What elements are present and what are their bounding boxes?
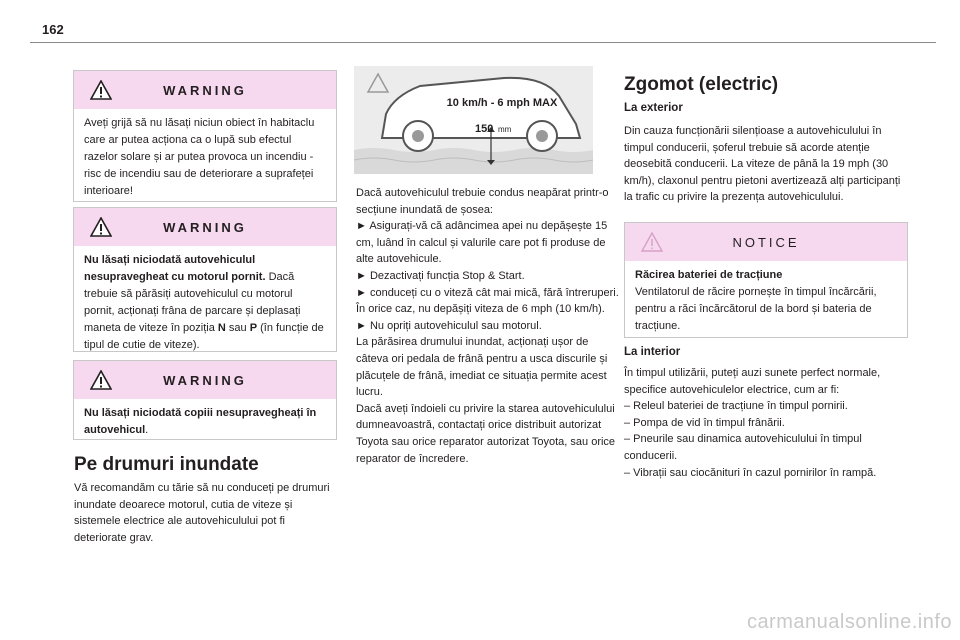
heading-interior: La interior — [624, 346, 681, 358]
warning-title: WARNING — [163, 219, 247, 235]
watermark: carmanualsonline.info — [746, 611, 952, 633]
warning-bold-text: Nu lăsați niciodată copiii nesupravegheați în autovehicul — [84, 407, 317, 436]
page-number: 162 — [42, 22, 64, 37]
notice-box — [624, 222, 908, 338]
section-text-flooded: Vă recomandăm cu tărie să nu conduceți pe drumuri inundate deoarece motorul, cutia de viteze și sistemele electrice ale autovehiculului pot fi deteriorate grav. — [74, 482, 330, 544]
flood-after-text: La părăsirea drumului inundat, acționați ușor de câteva ori pedala de frână pentru a usca discurile și plăcuțele de frână, imediat ce situația permite acest lucru. — [356, 336, 608, 399]
warning-header — [74, 208, 336, 246]
flood-bullet: ► Asigurați-vă că adâncimea apei nu depășește 15 cm, luând în calcul și valurile care pot fi produse de alte autovehicule. — [356, 218, 620, 268]
gear-p: P — [249, 322, 258, 334]
flood-intro: Dacă autovehiculul trebuie condus neapărat printr-o secțiune inundată de șosea: — [356, 187, 609, 216]
interior-item: – Pompa de vid în timpul frânării. — [624, 416, 785, 429]
warning-text — [74, 246, 336, 364]
section-title-flooded: Pe drumuri inundate — [74, 454, 259, 475]
warning-triangle-icon — [90, 217, 112, 237]
warning-box-engine — [73, 207, 337, 352]
notice-header — [625, 223, 907, 261]
flood-bullet: ► conduceți cu o viteză cât mai mică, fără întreruperi. În orice caz, nu depășiți viteza de 6 mph (10 km/h). — [356, 285, 620, 318]
notice-body — [625, 261, 907, 345]
interior-item: – Vibrații sau ciocănituri în cazul pornirilor în rampă. — [624, 466, 877, 479]
flood-illustration — [354, 66, 593, 174]
flood-instructions — [356, 185, 620, 467]
speed-label: 10 km/h - 6 mph MAX — [446, 97, 558, 109]
flood-bullet: ► Nu opriți autovehiculul sau motorul. — [356, 318, 620, 335]
gear-n: N — [217, 322, 226, 334]
warning-text — [74, 399, 336, 449]
warning-box-objects — [73, 70, 337, 202]
warning-bold-text: Nu lăsați niciodată autovehiculul nesupravegheat cu motorul pornit. — [84, 254, 266, 283]
notice-bold: Răcirea bateriei de tracțiune — [635, 269, 783, 281]
exterior-text: Din cauza funcționării silențioase a autovehiculului în timpul conducerii, șoferul trebuie să acorde atenție deosebită conducerii. La viteze de până la 19 mph (30 km/h), claxonul pentru pietoni avertizează alți participanți la trafic cu privire la prezența autovehiculului. — [624, 125, 901, 204]
warning-header — [74, 71, 336, 109]
warning-title: WARNING — [163, 82, 247, 98]
notice-title: NOTICE — [732, 234, 800, 250]
interior-item: – Pneurile sau dinamica autovehiculului în timpul conducerii. — [624, 433, 862, 462]
flood-after-text: Dacă aveți îndoieli cu privire la starea autovehiculului dumneavoastră, contactați orice distribuit autorizat Toyota sau orice reparator autorizat Toyota, sau orice reparator de încredere. — [356, 402, 616, 465]
header-rule — [30, 42, 936, 43]
depth-value: 150 — [475, 123, 494, 135]
warning-text-part: sau — [225, 322, 250, 334]
warning-triangle-icon — [90, 370, 112, 390]
warning-triangle-icon — [90, 80, 112, 100]
depth-unit: mm — [498, 125, 512, 134]
warning-text-part: Dacă trebuie să părăsiți autovehiculul cu motorul pornit, acționați frâna de parcare și deplasați maneta de viteze în poziția — [84, 271, 301, 334]
warning-box-children — [73, 360, 337, 440]
warning-text-part: . — [145, 424, 149, 436]
warning-text-part: (în funcție de tipul de cutie de viteze). — [84, 322, 324, 351]
notice-triangle-icon — [641, 232, 663, 252]
notice-text: Ventilatorul de răcire pornește în timpul încărcării, pentru a răci încărcătorul de la bord și bateria de tracțiune. — [635, 286, 877, 332]
section-title-noise: Zgomot (electric) — [624, 74, 779, 95]
interior-text — [624, 365, 904, 481]
warning-text: Aveți grijă să nu lăsați niciun obiect în habitaclu care ar putea acționa ca o lupă sub efectul razelor solare și ar putea provoca un incendiu - risc de incendiu sau de deteriorare a suprafeței interioare! — [84, 117, 315, 197]
interior-intro: În timpul utilizării, puteți auzi sunete perfect normale, specifice autovehiculelor electrice, cum ar fi: — [624, 367, 881, 396]
flood-bullet: ► Dezactivați funcția Stop & Start. — [356, 268, 620, 285]
heading-exterior: La exterior — [624, 102, 683, 114]
warning-title: WARNING — [163, 372, 247, 388]
warning-header — [74, 361, 336, 399]
interior-item: – Releul bateriei de tracțiune în timpul pornirii. — [624, 400, 848, 413]
